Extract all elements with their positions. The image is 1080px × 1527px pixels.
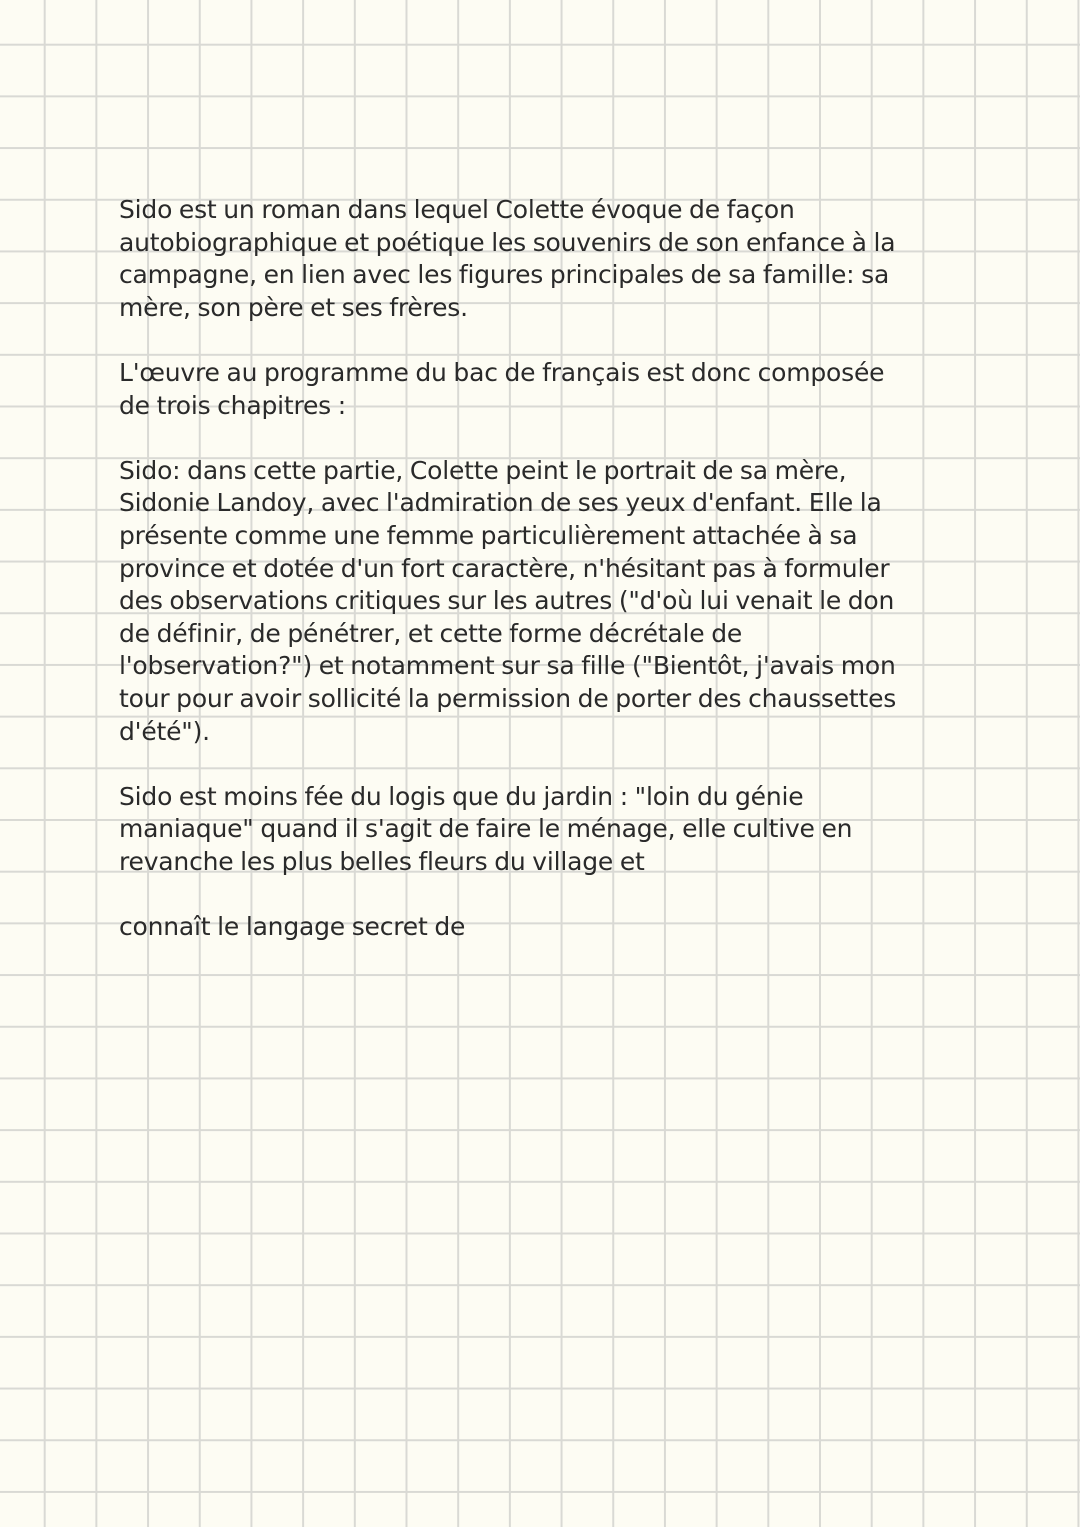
paragraph-sido-portrait: Sido: dans cette partie, Colette peint le portrait de sa mère, Sidonie Landoy, avec l'admiration de ses yeux d'enfant. Elle la présente comme une femme particulièrement attachée à sa province et dotée d'un fort caractère, n'hésitant pas à formuler des observations critiques sur les autres ("d'où lui venait le don de définir, de pénétrer, et cette forme décrétale de l'observation?") et notamment sur sa fille ("Bientôt, j'avais mon tour pour avoir sollicité la permission de porter des chaussettes d'été").	[119, 455, 897, 746]
paragraph-sido-garden: Sido est moins fée du logis que du jardin : "loin du génie maniaque" quand il s'agit de faire le ménage, elle cultive en revanche les plus belles fleurs du village et	[119, 781, 853, 876]
handwritten-notes	[119, 194, 919, 944]
paragraph-chapters: L'œuvre au programme du bac de français est donc composée de trois chapitres :	[119, 357, 885, 420]
paragraph-intro: Sido est un roman dans lequel Colette évoque de façon autobiographique et poétique les souvenirs de son enfance à la campagne, en lien avec les figures principales de sa famille: sa mère, son père et ses frères.	[119, 195, 896, 322]
paragraph-fragment: connaît le langage secret de	[119, 912, 466, 942]
